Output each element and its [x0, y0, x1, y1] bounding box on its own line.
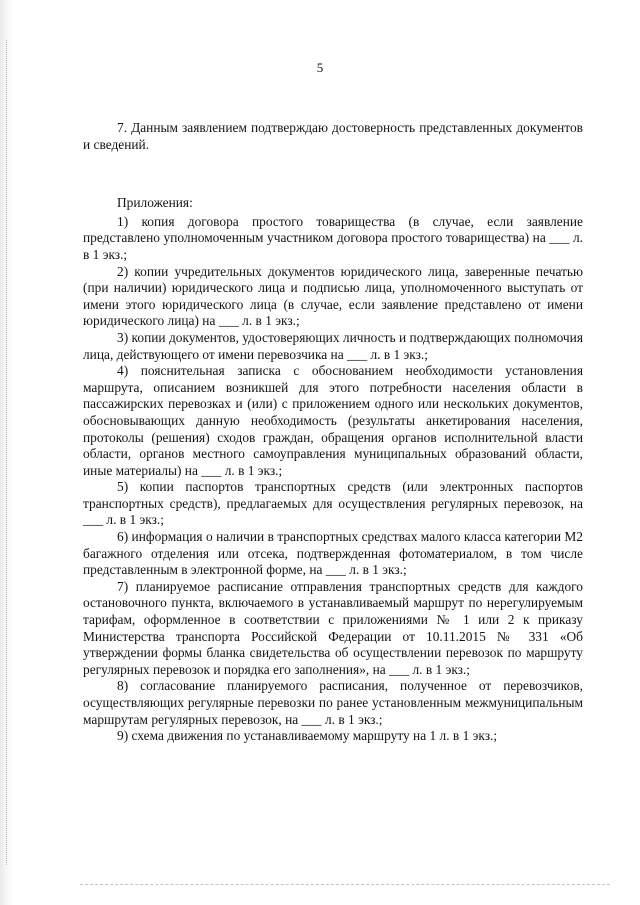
attachment-item-5: 5) копии паспортов транспортных средств (или электронных паспортов транспортных средств), предлагаемых для осуществления регулярных перевозок, на ___ л. в 1 экз.; [83, 479, 583, 528]
confirmation-paragraph: 7. Данным заявлением подтверждаю достоверность представленных документов и сведений. [83, 120, 583, 152]
attachment-item-9: 9) схема движения по устанавливаемому маршруту на 1 л. в 1 экз.; [117, 728, 498, 744]
scan-bottom-artifact [80, 884, 610, 885]
attachment-item-8: 8) согласование планируемого расписания, полученное от перевозчиков, осуществляющих регулярные перевозки по ранее установленным межмуниципальным маршрутам регулярных перевозок, на ___ л. в 1 экз.; [83, 678, 583, 727]
scan-margin-artifact [0, 0, 14, 905]
attachment-item-7: 7) планируемое расписание отправления транспортных средств для каждого остановочного пункта, включаемого в устанавливаемый маршрут по нерегулируемым тарифам, оформленное в соответствии с приложениями № 1 или 2 к приказу Министерства транспорта Российской Федерации от 10.11.2015 № 331 «Об утверждении формы бланка свидетельства об осуществлении перевозок по маршруту регулярных перевозок и порядка его заполнения», на ___ л. в 1 экз.; [83, 578, 583, 677]
attachments-heading: Приложения: [117, 195, 193, 211]
attachment-item-6: 6) информация о наличии в транспортных средствах малого класса категории М2 багажного отделения или отсека, подтвержденная фотоматериалом, в том числе представленным в электронной форме, на ___ л. в 1 экз.; [83, 529, 583, 578]
attachment-item-4: 4) пояснительная записка с обоснованием необходимости установления маршрута, описанием возникшей для этого потребности населения области в пассажирских перевозках и (или) с приложением одного или нескольких документов, обосновывающих данную необходимость (результаты анкетирования населения, протоколы (решения) сходов граждан, обращения органов исполнительной власти области, органов местного самоуправления муниципальных образований области, иные материалы) на ___ л. в 1 экз.; [83, 363, 583, 478]
attachment-item-2: 2) копии учредительных документов юридического лица, заверенные печатью (при наличии) юридического лица и подписью лица, уполномоченного выступать от имени этого юридического лица (в случае, если заявление представлено от имени юридического лица) на ___ л. в 1 экз.; [83, 263, 583, 329]
document-body [83, 120, 583, 745]
attachment-item-1: 1) копия договора простого товарищества (в случае, если заявление представлено уполномоченным участником договора простого товарищества) на ___ л. в 1 экз.; [83, 213, 583, 262]
attachment-item-3: 3) копии документов, удостоверяющих личность и подтверждающих полномочия лица, действующего от имени перевозчика на ___ л. в 1 экз.; [83, 329, 583, 362]
page-number: 5 [316, 60, 324, 75]
